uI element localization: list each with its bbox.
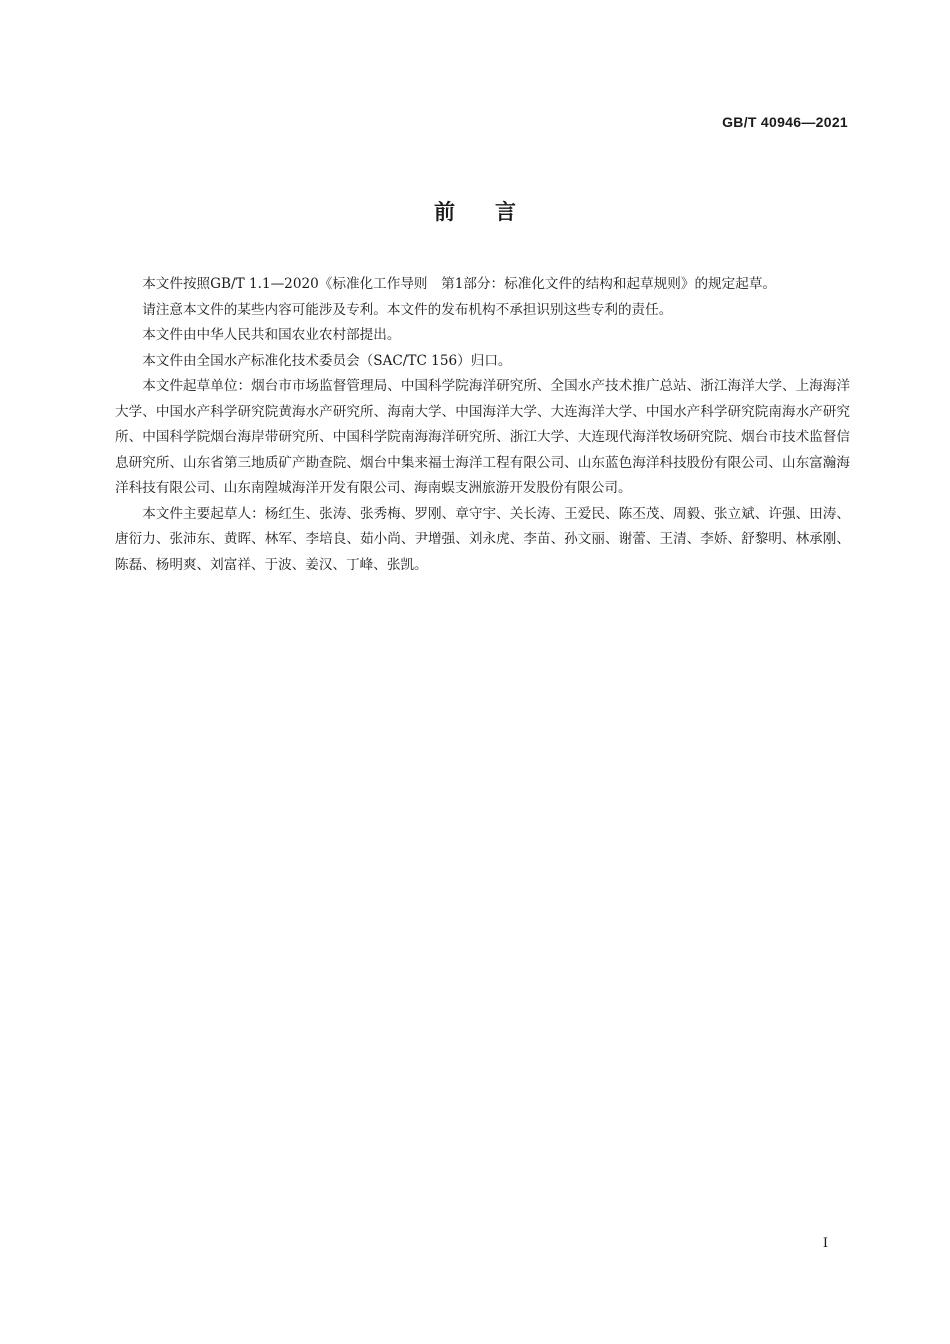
paragraph-drafting-rules: 本文件按照GB/T 1.1—2020《标准化工作导则 第1部分：标准化文件的结构和起草规则》的规定起草。	[142, 276, 777, 292]
paragraph-technical-committee: 本文件由全国水产标准化技术委员会（SAC/TC 156）归口。	[142, 352, 512, 369]
page-number: I	[822, 1236, 828, 1251]
paragraph-proposer: 本文件由中华人民共和国农业农村部提出。	[142, 327, 401, 343]
foreword-body	[115, 272, 850, 578]
paragraph-drafters: 本文件主要起草人：杨红生、张涛、张秀梅、罗刚、章守宇、关长涛、王爱民、陈丕茂、周毅、张立斌、许强、田涛、唐衍力、张沛东、黄晖、林军、李培良、茹小尚、尹增强、刘永虎、李苗、孙文丽、谢蕾、王清、李娇、舒黎明、林承刚、陈磊、杨明爽、刘富祥、于波、姜汉、丁峰、张凯。	[115, 505, 850, 573]
standard-code: GB/T 40946—2021	[722, 114, 848, 130]
paragraph-drafting-units: 本文件起草单位：烟台市市场监督管理局、中国科学院海洋研究所、全国水产技术推广总站、浙江海洋大学、上海海洋大学、中国水产科学研究院黄海水产研究所、海南大学、中国海洋大学、大连海洋大学、中国水产科学研究院南海水产研究所、中国科学院烟台海岸带研究所、中国科学院南海海洋研究所、浙江大学、大连现代海洋牧场研究院、烟台市技术监督信息研究所、山东省第三地质矿产勘查院、烟台中集来福士海洋工程有限公司、山东蓝色海洋科技股份有限公司、山东富瀚海洋科技有限公司、山东南隍城海洋开发有限公司、海南蜈支洲旅游开发股份有限公司。	[115, 378, 850, 496]
paragraph-patent-notice: 请注意本文件的某些内容可能涉及专利。本文件的发布机构不承担识别这些专利的责任。	[142, 301, 673, 318]
foreword-title: 前言	[434, 200, 556, 224]
